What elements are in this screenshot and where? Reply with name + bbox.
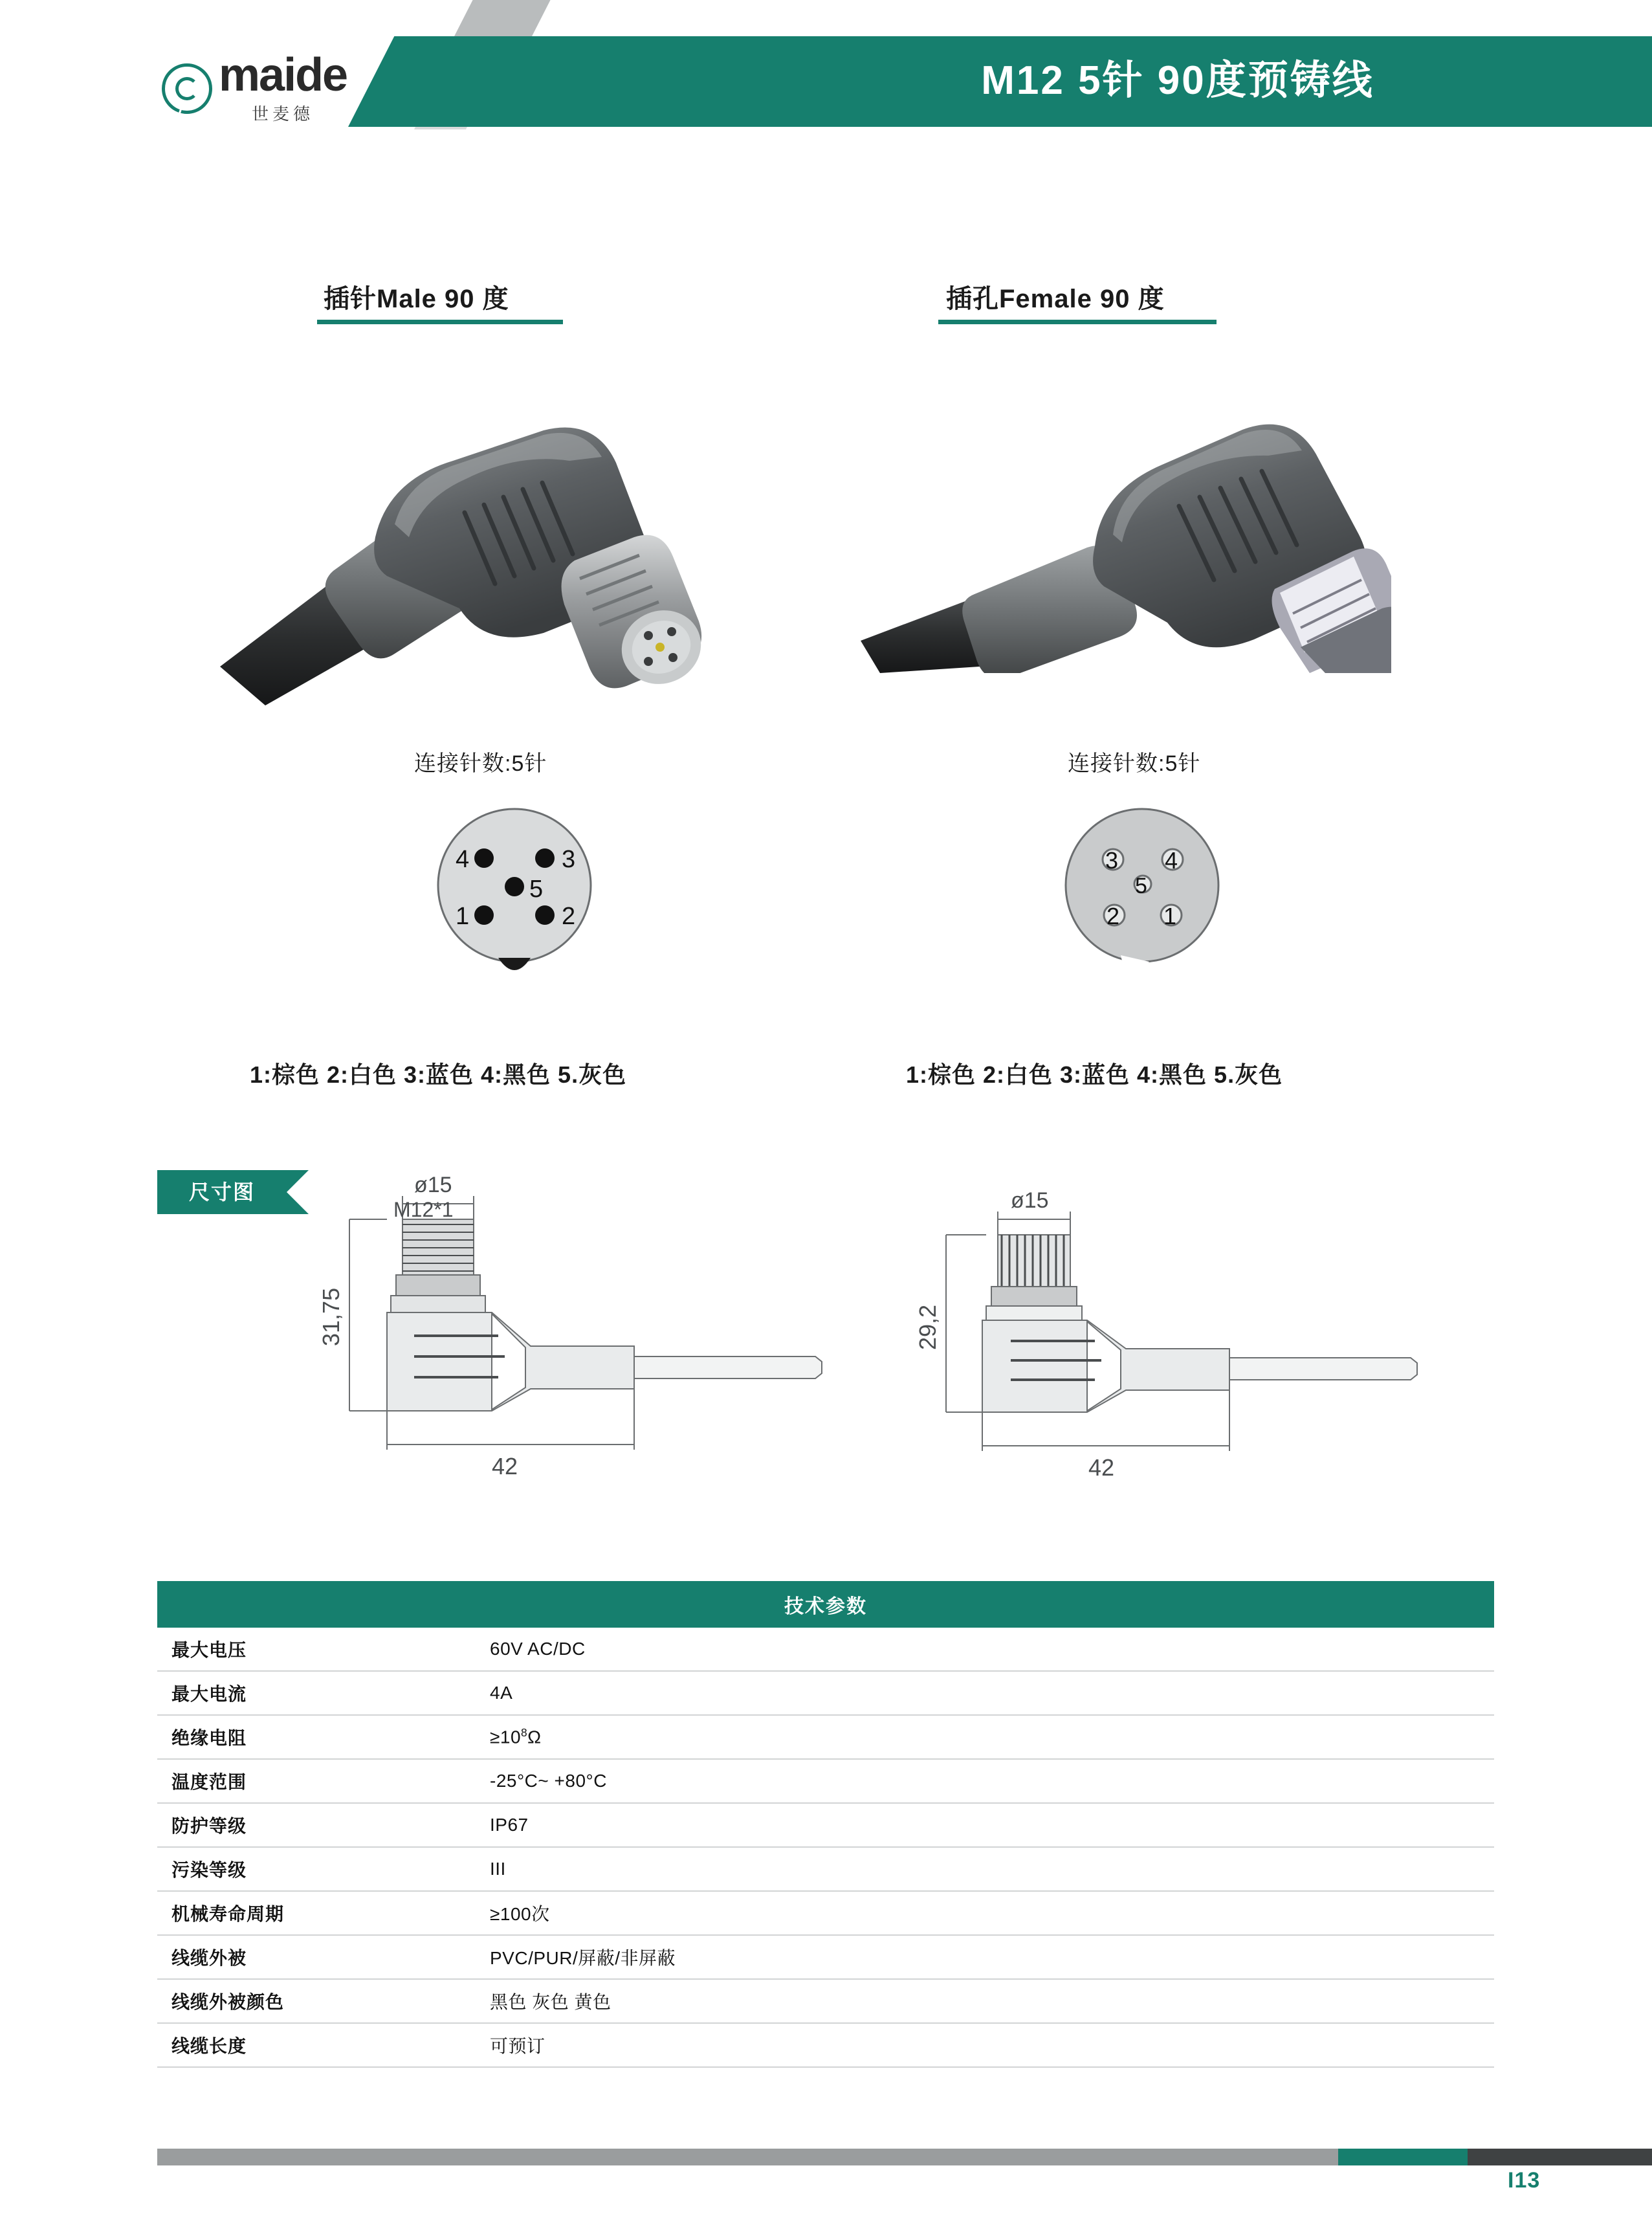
male-pin-4-label: 4 <box>456 846 470 873</box>
spec-label-max-voltage: 最大电压 <box>157 1628 476 1671</box>
male-length-label: 42 <box>492 1453 518 1479</box>
circle-s-logo-icon <box>162 63 212 114</box>
spec-label-protection-rating: 防护等级 <box>157 1803 476 1847</box>
page-title: M12 5针 90度预铸线 <box>981 58 1374 103</box>
female-pin-1-label: 1 <box>1163 903 1177 929</box>
table-row <box>157 1759 1494 1803</box>
spec-label-pollution-degree: 污染等级 <box>157 1847 476 1891</box>
spec-value-max-current: 4A <box>476 1671 1494 1715</box>
footer-bar-dark <box>1468 2149 1652 2165</box>
spec-label-cable-length: 线缆长度 <box>157 2023 476 2067</box>
spec-value-pollution-degree: III <box>476 1847 1494 1891</box>
logo-text-en: maide <box>219 49 347 101</box>
spec-value-protection-rating: IP67 <box>476 1803 1494 1847</box>
female-diameter-label: ø15 <box>1011 1188 1049 1213</box>
page-number: I13 <box>1508 2168 1541 2193</box>
female-height-label: 29,2 <box>914 1304 941 1350</box>
spec-value-cable-jacket-color: 黑色 灰色 黄色 <box>476 1979 1494 2023</box>
male-pin-1-label: 1 <box>456 903 470 930</box>
brand-logo <box>162 49 347 125</box>
female-pinout-diagram <box>1035 788 1249 1002</box>
male-diameter-label: ø15 <box>414 1173 452 1197</box>
footer-bar-gray <box>157 2149 1338 2165</box>
male-pinout-diagram <box>414 788 615 995</box>
table-row <box>157 1715 1494 1759</box>
male-pin-count-caption: 连接针数:5针 <box>414 751 547 776</box>
male-connector-photo <box>181 343 712 705</box>
table-header-row <box>157 1581 1494 1628</box>
male-pin-color-legend: 1:棕色 2:白色 3:蓝色 4:黑色 5.灰色 <box>250 1061 627 1088</box>
table-row <box>157 1979 1494 2023</box>
header-decor-gray <box>453 0 551 39</box>
table-row <box>157 1891 1494 1935</box>
male-height-label: 31,75 <box>318 1287 344 1346</box>
female-pin-2-label: 2 <box>1107 903 1120 929</box>
female-pin-count-caption: 连接针数:5针 <box>1068 751 1201 776</box>
spec-label-cable-jacket-color: 线缆外被颜色 <box>157 1979 476 2023</box>
female-dimension-drawing <box>906 1152 1462 1527</box>
female-pin-4-label: 4 <box>1165 847 1178 874</box>
dimension-section-tag: 尺寸图 <box>157 1170 287 1214</box>
table-row <box>157 1671 1494 1715</box>
female-pin-5-label: 5 <box>1135 874 1147 898</box>
table-header-label: 技术参数 <box>157 1581 1494 1628</box>
male-pin-5-label: 5 <box>529 876 544 903</box>
table-row <box>157 1847 1494 1891</box>
female-title-underline <box>938 320 1217 324</box>
spec-value-cable-length: 可预订 <box>476 2023 1494 2067</box>
male-dimension-drawing <box>311 1152 867 1527</box>
female-connector-title: 插孔Female 90 度 <box>946 285 1165 313</box>
spec-value-mechanical-life: ≥100次 <box>476 1891 1494 1935</box>
male-pin-2-label: 2 <box>562 903 576 930</box>
female-length-label: 42 <box>1088 1454 1115 1481</box>
male-connector-title: 插针Male 90 度 <box>324 285 509 313</box>
footer-bar-green <box>1338 2149 1468 2165</box>
female-pin-color-legend: 1:棕色 2:白色 3:蓝色 4:黑色 5.灰色 <box>906 1061 1283 1088</box>
table-row <box>157 1628 1494 1671</box>
tech-spec-table <box>157 1581 1494 2068</box>
spec-label-insulation-resistance: 绝缘电阻 <box>157 1715 476 1759</box>
spec-value-cable-jacket: PVC/PUR/屏蔽/非屏蔽 <box>476 1935 1494 1979</box>
spec-label-mechanical-life: 机械寿命周期 <box>157 1891 476 1935</box>
logo-text-cn: 世麦德 <box>252 104 314 124</box>
female-pin-3-label: 3 <box>1105 847 1119 874</box>
male-pin-3-label: 3 <box>562 846 576 873</box>
spec-value-max-voltage: 60V AC/DC <box>476 1628 1494 1671</box>
spec-value-temperature-range: -25°C~ +80°C <box>476 1759 1494 1803</box>
spec-label-max-current: 最大电流 <box>157 1671 476 1715</box>
male-thread-label: M12*1 <box>393 1198 454 1221</box>
page-header <box>0 0 1652 163</box>
spec-label-cable-jacket: 线缆外被 <box>157 1935 476 1979</box>
female-connector-photo <box>848 343 1391 673</box>
male-title-underline <box>317 320 563 324</box>
spec-label-temperature-range: 温度范围 <box>157 1759 476 1803</box>
table-row <box>157 1935 1494 1979</box>
table-row <box>157 2023 1494 2067</box>
spec-value-insulation-resistance: $\ge 10^8\Omega$ <box>476 1715 1494 1759</box>
table-row <box>157 1803 1494 1847</box>
